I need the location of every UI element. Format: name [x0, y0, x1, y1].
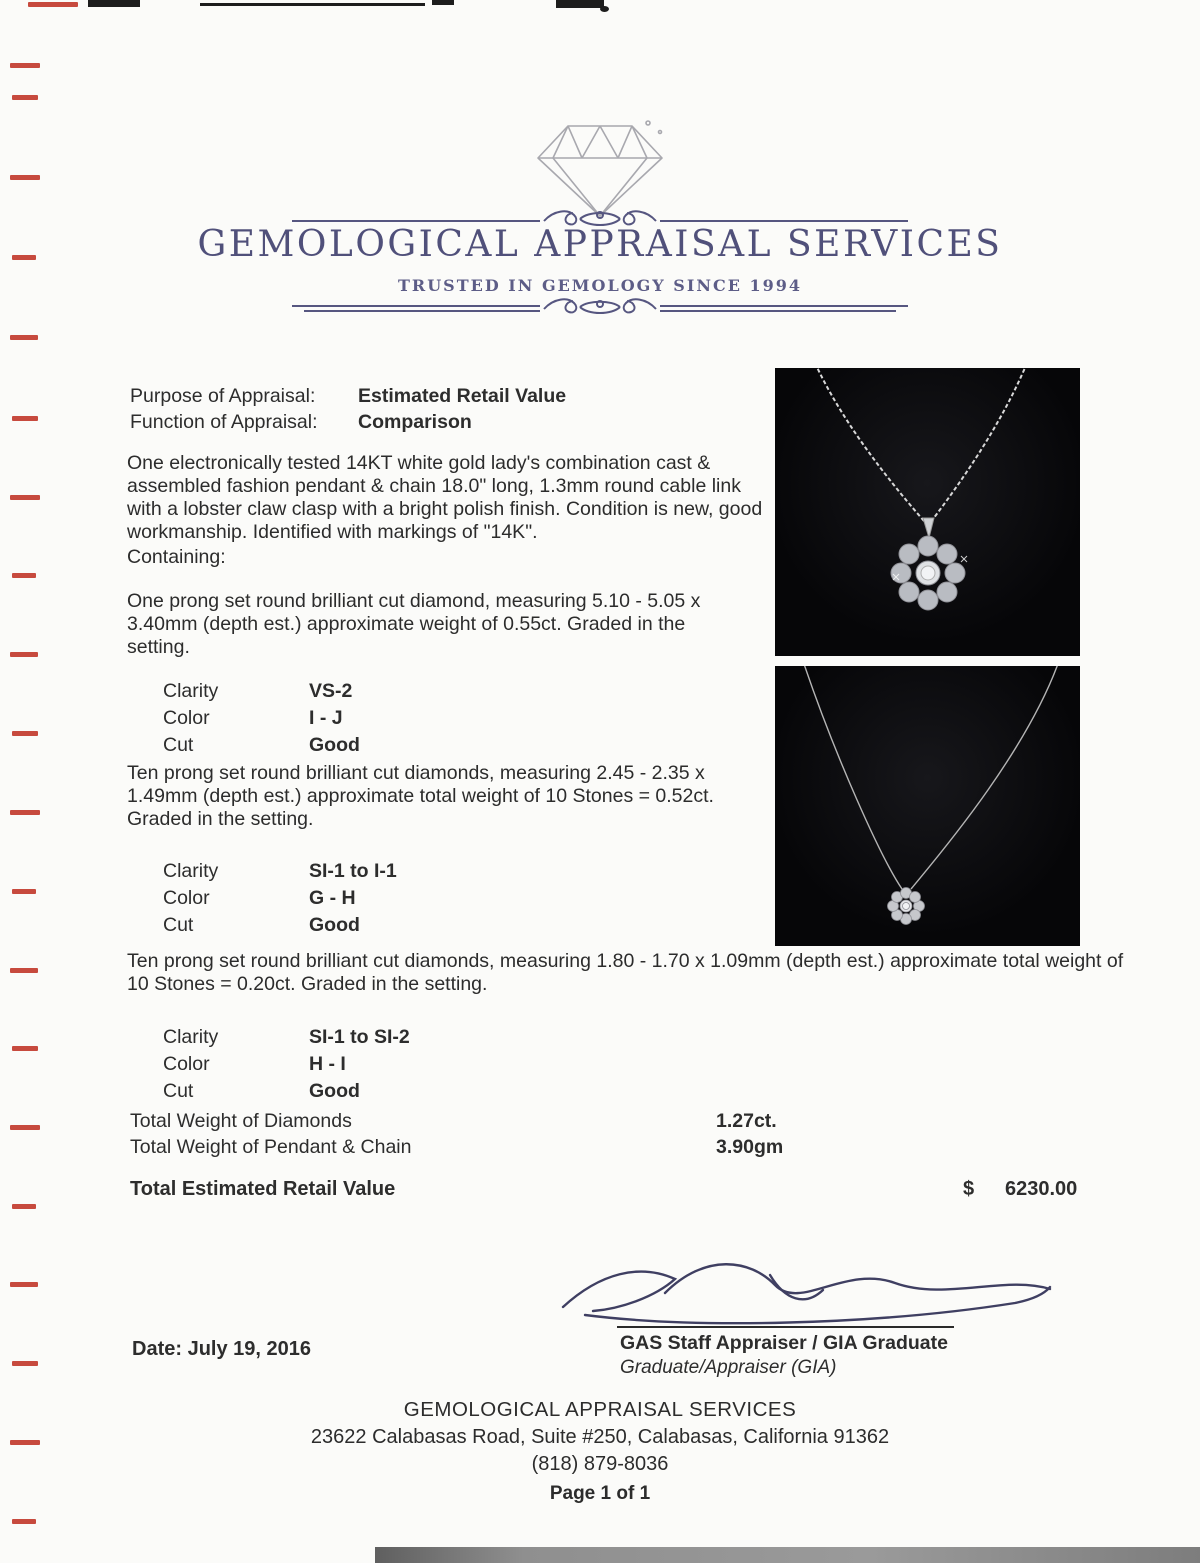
- org-tagline: TRUSTED IN GEMOLOGY SINCE 1994: [398, 276, 802, 295]
- red-scan-mark: [12, 95, 38, 100]
- diamond-logo-icon: [520, 118, 680, 218]
- red-scan-mark: [10, 63, 40, 68]
- clarity-label: Clarity: [163, 860, 219, 882]
- pendant-flower-small: [888, 888, 925, 925]
- red-scan-mark: [10, 1125, 40, 1130]
- stone-2-grades: [163, 860, 397, 937]
- appraisal-meta: [130, 385, 566, 434]
- scan-edge-bar: [375, 1547, 1200, 1563]
- scan-smudge: [200, 3, 425, 6]
- red-scan-mark: [12, 1046, 38, 1051]
- red-scan-mark: [12, 573, 36, 578]
- clarity-value: VS-2: [309, 680, 353, 702]
- total-diamond-weight-value: 1.27ct.: [716, 1110, 777, 1132]
- cut-label: Cut: [163, 914, 194, 936]
- red-scan-mark: [10, 1282, 38, 1287]
- red-scan-mark: [10, 810, 40, 815]
- currency-symbol: $: [963, 1178, 975, 1200]
- color-value: I - J: [309, 707, 343, 729]
- color-label: Color: [163, 887, 210, 909]
- footer-address: 23622 Calabasas Road, Suite #250, Calabasas, California 91362: [310, 1426, 890, 1448]
- red-scan-mark: [28, 2, 78, 7]
- color-value: H - I: [309, 1053, 346, 1075]
- red-scan-mark: [10, 968, 38, 973]
- function-value: Comparison: [358, 411, 472, 433]
- red-scan-mark: [10, 652, 38, 657]
- retail-value-label: Total Estimated Retail Value: [130, 1178, 396, 1200]
- cut-label: Cut: [163, 1080, 194, 1102]
- clarity-label: Clarity: [163, 680, 219, 702]
- clarity-label: Clarity: [163, 1026, 219, 1048]
- footer-phone: (818) 879-8036: [531, 1453, 669, 1475]
- total-pendant-weight-label: Total Weight of Pendant & Chain: [130, 1136, 412, 1158]
- purpose-value: Estimated Retail Value: [358, 385, 567, 407]
- scan-smudge: [600, 6, 609, 12]
- stone-2-description: Ten prong set round brilliant cut diamonds, measuring 2.45 - 2.35 x 1.49mm (depth est.) approximate total weight of 10 Stones = 0.52ct. Graded in the setting.: [127, 762, 714, 830]
- color-value: G - H: [309, 887, 356, 909]
- red-scan-mark: [12, 731, 38, 736]
- red-scan-mark: [10, 175, 40, 180]
- appraiser-signature: [545, 1245, 1060, 1330]
- pendant-photo-close: [775, 368, 1080, 656]
- cut-label: Cut: [163, 734, 194, 756]
- pendant-flower: [891, 536, 965, 610]
- red-scan-mark: [10, 495, 40, 500]
- total-diamond-weight-label: Total Weight of Diamonds: [130, 1110, 352, 1132]
- stone-1-description: One prong set round brilliant cut diamond, measuring 5.10 - 5.05 x 3.40mm (depth est.) approximate weight of 0.55ct. Graded in the setting.: [127, 590, 701, 658]
- containing-label: Containing:: [127, 546, 226, 568]
- scan-smudge: [432, 0, 454, 5]
- clarity-value: SI-1 to I-1: [309, 860, 397, 882]
- color-label: Color: [163, 707, 210, 729]
- footer-org-name: GEMOLOGICAL APPRAISAL SERVICES: [403, 1398, 797, 1421]
- stone-1-grades: [163, 680, 360, 757]
- red-scan-mark: [12, 416, 38, 421]
- red-scan-mark: [12, 889, 36, 894]
- red-scan-mark: [10, 335, 38, 340]
- cut-value: Good: [309, 734, 360, 756]
- red-scan-mark: [12, 1361, 38, 1366]
- stone-3-grades: [163, 1026, 410, 1103]
- item-description: One electronically tested 14KT white gold lady's combination cast & assembled fashion pendant & chain 18.0" long, 1.3mm round cable link with a lobster claw clasp with a bright polish finish. Condition is new, good workmanship. Identified with markings of "14K".: [127, 452, 763, 543]
- color-label: Color: [163, 1053, 210, 1075]
- scan-smudge: [88, 0, 140, 7]
- weight-totals: [130, 1110, 783, 1159]
- appraisal-date: Date: July 19, 2016: [132, 1338, 311, 1360]
- signature-rule: [617, 1326, 954, 1328]
- org-name-title: GEMOLOGICAL APPRAISAL SERVICES: [197, 224, 1003, 265]
- cut-value: Good: [309, 1080, 360, 1102]
- flourish-divider-icon: [292, 298, 908, 326]
- stone-3-description: Ten prong set round brilliant cut diamonds, measuring 1.80 - 1.70 x 1.09mm (depth est.) approximate total weight of 10 Stones = 0.20ct. Graded in the setting.: [127, 950, 1124, 995]
- total-pendant-weight-value: 3.90gm: [716, 1136, 784, 1158]
- pendant-photo-full-chain: [775, 666, 1080, 946]
- cut-value: Good: [309, 914, 360, 936]
- clarity-value: SI-1 to SI-2: [309, 1026, 410, 1048]
- page-number: Page 1 of 1: [549, 1483, 651, 1504]
- function-label: Function of Appraisal:: [130, 411, 318, 433]
- purpose-label: Purpose of Appraisal:: [130, 385, 316, 407]
- retail-value-amount: 6230.00: [1005, 1178, 1078, 1200]
- red-scan-mark: [12, 1519, 36, 1524]
- appraiser-title-line: GAS Staff Appraiser / GIA Graduate: [620, 1332, 948, 1354]
- red-scan-mark: [12, 1204, 36, 1209]
- scan-smudge: [556, 0, 604, 8]
- appraiser-credential-line: Graduate/Appraiser (GIA): [620, 1357, 837, 1378]
